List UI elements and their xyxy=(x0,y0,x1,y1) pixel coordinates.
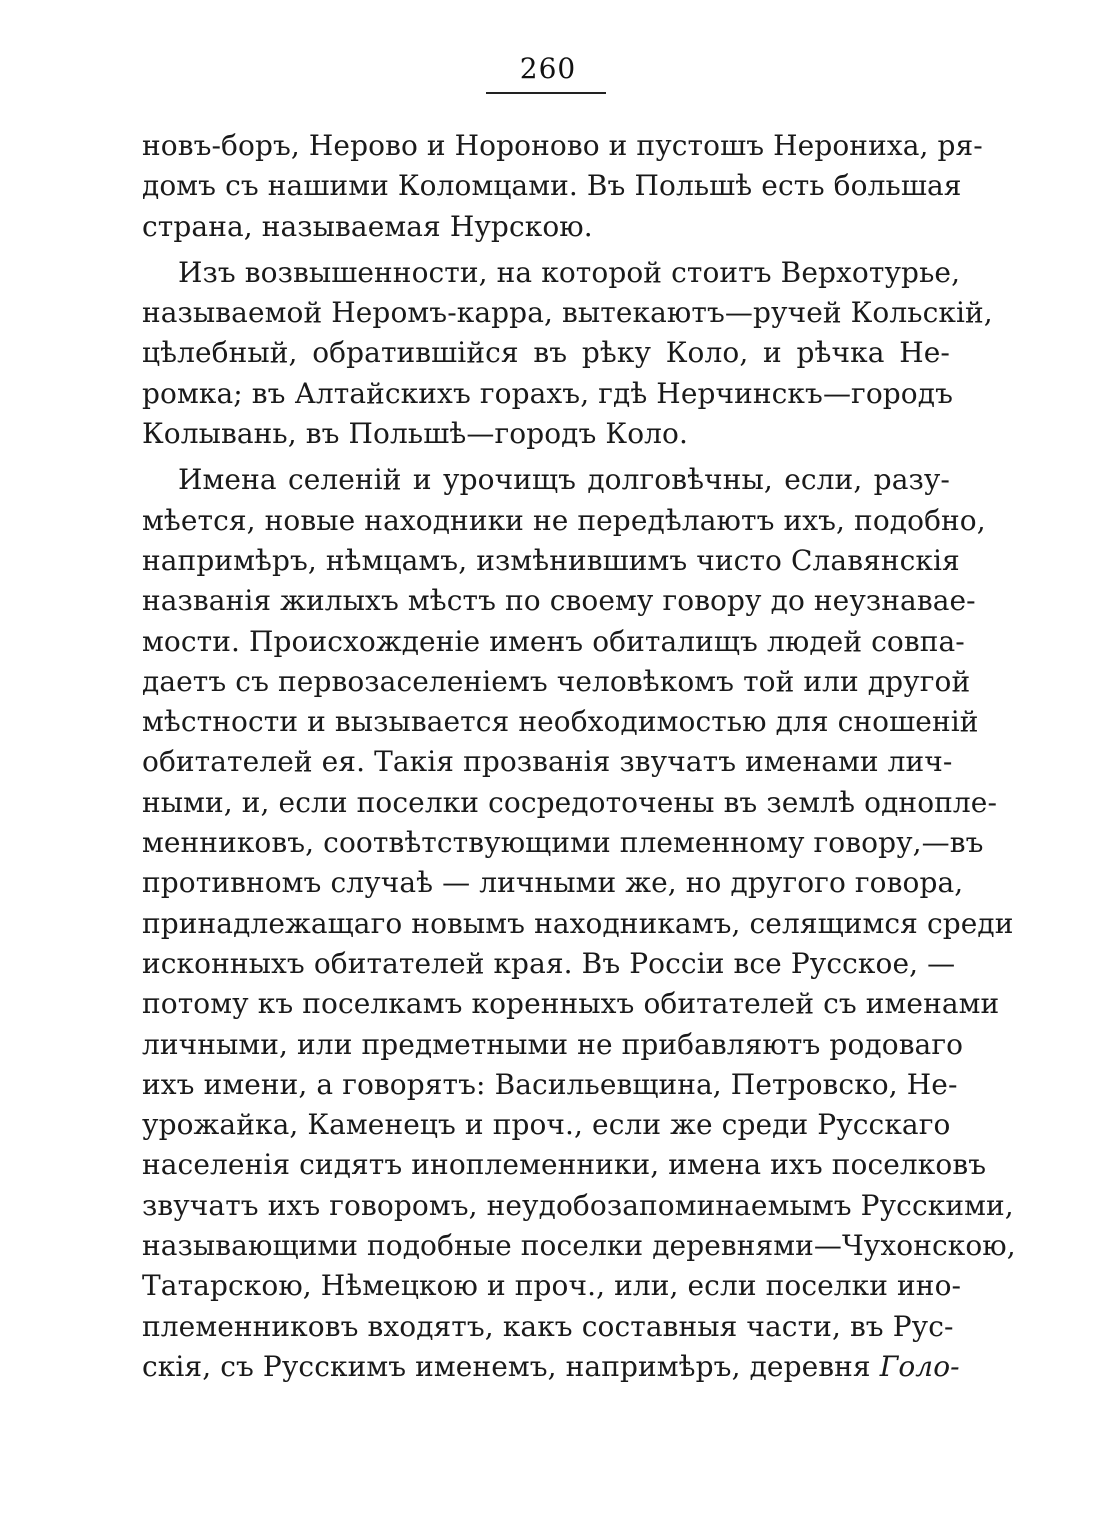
paragraph xyxy=(142,253,993,454)
text-line: напримѣръ, нѣмцамъ, измѣнившимъ чисто Славянскія xyxy=(142,543,960,577)
text-line: менниковъ, соотвѣтствующими племенному говору,—въ xyxy=(142,826,984,860)
text-line: противномъ случаѣ — личными же, но другого говора, xyxy=(142,866,964,900)
text-line: племенниковъ входятъ, какъ составныя части, въ Рус- xyxy=(142,1309,954,1343)
text-line: страна, называемая Нурскою. xyxy=(142,209,593,243)
text-line: обитателей ея. Такія прозванія звучатъ именами лич- xyxy=(142,745,953,779)
text-line: мости. Происхожденіе именъ обиталищъ людей совпа- xyxy=(142,624,965,658)
text-line: Колывань, въ Польшѣ—городъ Коло. xyxy=(142,417,689,451)
text-line: потому къ поселкамъ коренныхъ обитателей съ именами xyxy=(142,987,1000,1021)
text-line: урожайка, Каменецъ и проч., если же среди Русскаго xyxy=(142,1108,951,1142)
text-line: личными, или предметными не прибавляютъ родоваго xyxy=(142,1027,964,1061)
text-line: называющими подобные поселки деревнями—Чухонскою, xyxy=(142,1229,1016,1263)
paragraph xyxy=(142,460,1016,1387)
text-line: названія жилыхъ мѣстъ по своему говору до неузнавае- xyxy=(142,584,976,618)
text-line: цѣлебный, обратившійся въ рѣку Коло, и рѣчка Не- xyxy=(142,336,950,370)
text-line: ромка; въ Алтайскихъ горахъ, гдѣ Нерчинскъ—городъ xyxy=(142,376,954,410)
text-line: населенія сидятъ иноплеменники, имена ихъ поселковъ xyxy=(142,1148,987,1182)
italic-word: Голо- xyxy=(879,1349,960,1383)
text-line-final xyxy=(142,1347,960,1387)
text-line: исконныхъ обитателей края. Въ Россіи все Русское, — xyxy=(142,946,956,980)
text-line: ихъ имени, а говорятъ: Васильевщина, Петровско, Не- xyxy=(142,1067,958,1101)
text-line: Имена селеній и урочищъ долговѣчны, если, разу- xyxy=(178,463,950,497)
text-line: мѣстности и вызывается необходимостью для сношеній xyxy=(142,705,979,739)
text-line: домъ съ нашими Коломцами. Въ Польшѣ есть большая xyxy=(142,169,962,203)
header-rule xyxy=(486,92,606,94)
text-line: ными, и, если поселки сосредоточены въ землѣ одноплe- xyxy=(142,785,998,819)
paragraph xyxy=(142,126,983,247)
text-line: мѣется, новые находники не передѣлаютъ ихъ, подобно, xyxy=(142,503,986,537)
text-block xyxy=(142,126,1016,1387)
text-line: принадлежащаго новымъ находникамъ, селящимся среди xyxy=(142,906,1014,940)
page-number: 260 xyxy=(519,52,577,85)
final-line-text: скія, съ Русскимъ именемъ, напримѣръ, деревня xyxy=(142,1349,871,1383)
text-line: Татарскою, Нѣмецкою и проч., или, если поселки ино- xyxy=(142,1269,962,1303)
text-line: новъ-боръ, Нерово и Нороново и пустошъ Нерониха, ря- xyxy=(142,129,983,162)
text-line: звучатъ ихъ говоромъ, неудобозапоминаемымъ Русскими, xyxy=(142,1188,1014,1222)
text-line: называемой Неромъ-карра, вытекаютъ—ручей Кольскій, xyxy=(142,296,993,330)
text-line: даетъ съ первозаселеніемъ человѣкомъ той или другой xyxy=(142,664,971,698)
text-line: Изъ возвышенности, на которой стоитъ Верхотурье, xyxy=(178,255,961,289)
